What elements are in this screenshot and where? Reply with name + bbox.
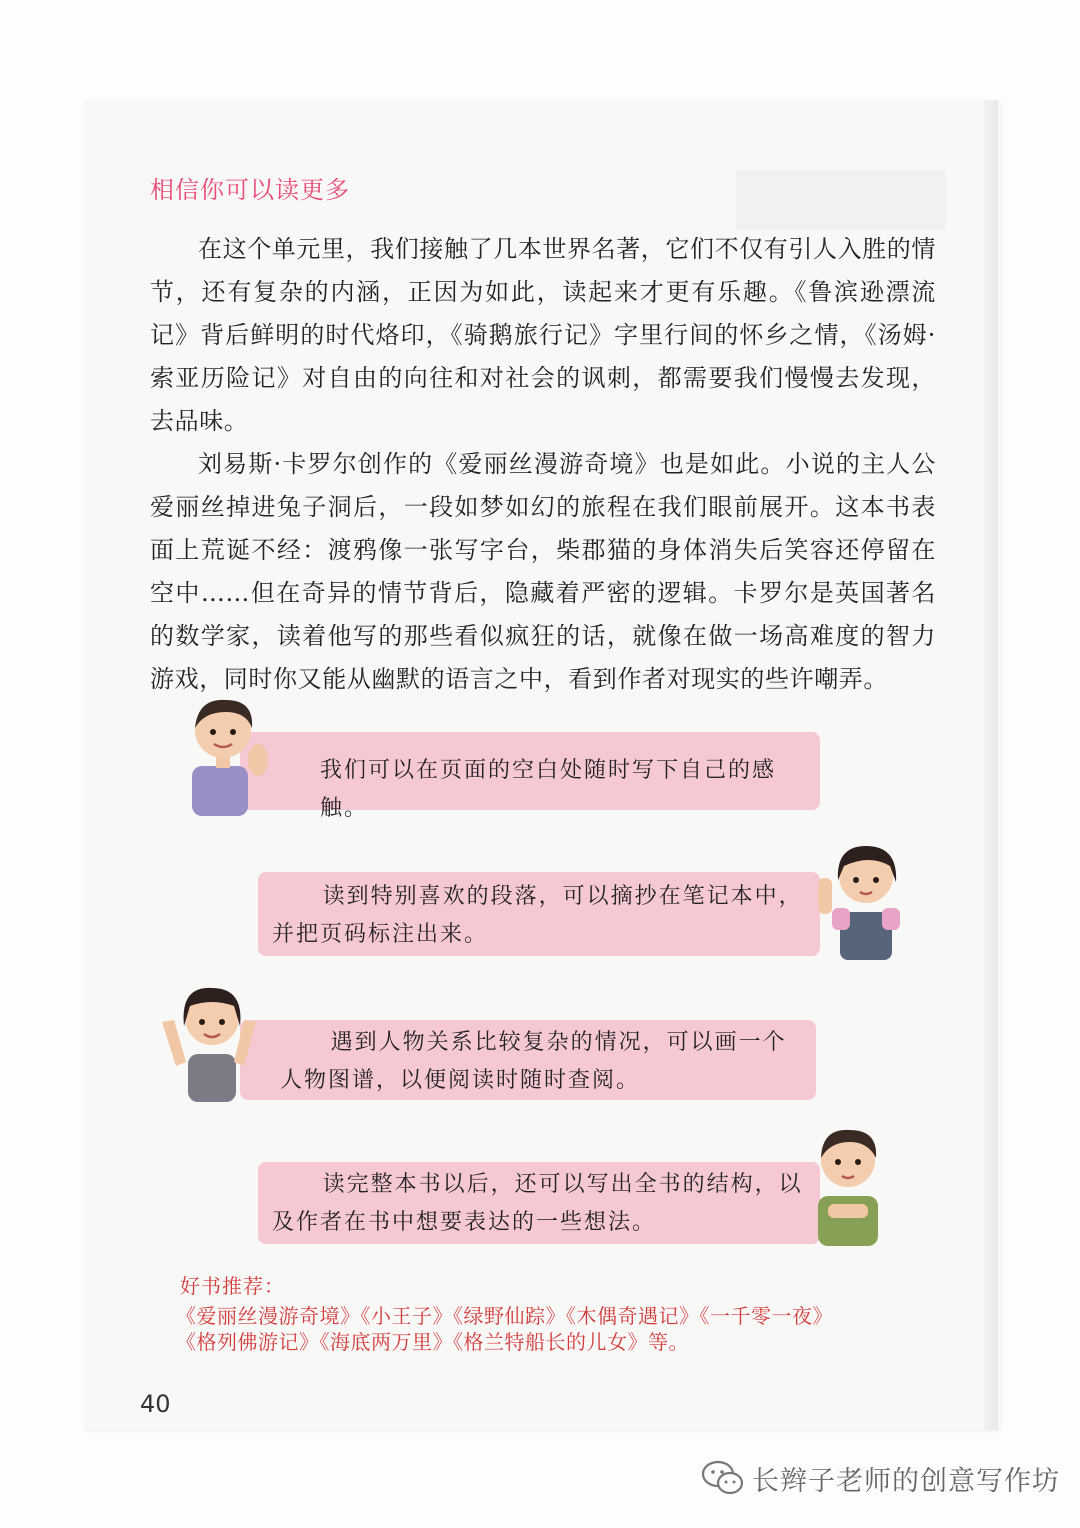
- show-through-tab: [736, 170, 946, 230]
- tip-text-1: 我们可以在页面的空白处随时写下自己的感触。: [320, 758, 777, 821]
- boy-thinking-illustration: [808, 1118, 888, 1246]
- tip-bubble-3: [240, 1020, 816, 1100]
- tip-bubble-1: [240, 732, 820, 821]
- watermark-text: 长辫子老师的创意写作坊: [752, 1465, 1060, 1497]
- watermark: [700, 1458, 1060, 1498]
- page-edge: [984, 100, 998, 1430]
- paragraph-2: 刘易斯·卡罗尔创作的《爱丽丝漫游奇境》也是如此。小说的主人公爱丽丝掉进兔子洞后，一段如梦如幻的旅程在我们眼前展开。这本书表面上荒诞不经：渡鸦像一张写字台，柴郡猫的身体消失后笑容还停留在空中……但在奇异的情节背后，隐藏着严密的逻辑。卡罗尔是英国著名的数学家，读着他写的那些看似疯狂的话，就像在做一场高难度的智力游戏，同时你又能从幽默的语言之中，看到作者对现实的些许嘲弄。: [150, 450, 936, 693]
- tip-text-4: 读完整本书以后，还可以写出全书的结构，以及作者在书中想要表达的一些想法。: [272, 1172, 803, 1235]
- page-number: 40: [140, 1390, 171, 1418]
- section-title: 相信你可以读更多: [150, 176, 350, 204]
- tip-text-3: 遇到人物关系比较复杂的情况，可以画一个人物图谱，以便阅读时随时查阅。: [280, 1030, 787, 1093]
- tip-bubble-2: [258, 872, 820, 956]
- tip-bubble-4: [258, 1162, 820, 1244]
- paragraph-1: 在这个单元里，我们接触了几本世界名著，它们不仅有引人入胜的情节，还有复杂的内涵，正因为如此，读起来才更有乐趣。《鲁滨逊漂流记》背后鲜明的时代烙印，《骑鹅旅行记》字里行间的怀乡之情，《汤姆·索亚历险记》对自由的向往和对社会的讽刺，都需要我们慢慢去发现，去品味。: [150, 235, 936, 435]
- wechat-icon: [700, 1458, 746, 1498]
- body-text: [150, 228, 936, 701]
- recommend-line-1: 《爱丽丝漫游奇境》《小王子》《绿野仙踪》《木偶奇遇记》《一千零一夜》: [176, 1304, 833, 1328]
- boy-waving-illustration: [168, 688, 278, 816]
- girl-thinking-illustration: [810, 836, 920, 960]
- tip-text-2: 读到特别喜欢的段落，可以摘抄在笔记本中，并把页码标注出来。: [272, 884, 803, 947]
- recommend-line-2: 《格列佛游记》《海底两万里》《格兰特船长的儿女》等。: [176, 1330, 689, 1354]
- girl-shrugging-illustration: [152, 976, 268, 1102]
- recommend-title: 好书推荐：: [180, 1274, 285, 1298]
